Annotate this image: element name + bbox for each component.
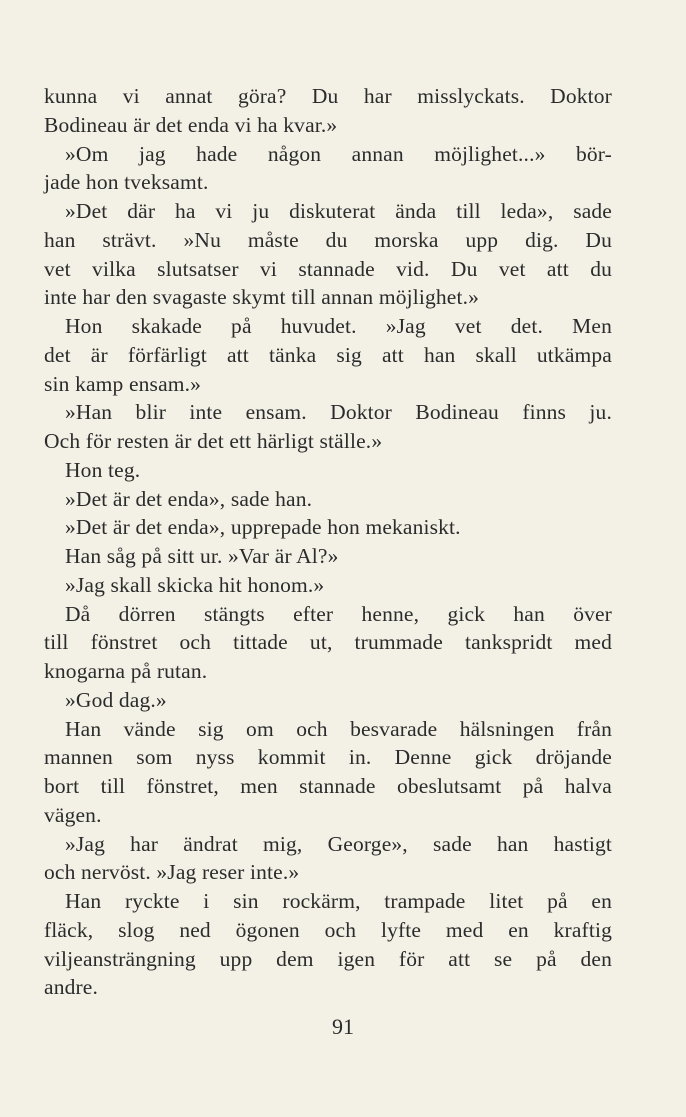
text-line: Han vände sig om och besvarade hälsningen från (65, 716, 612, 741)
text-line: »Det är det enda», sade han. (65, 486, 313, 511)
text-line: Då dörren stängts efter henne, gick han över (65, 601, 612, 626)
text-line: »Jag skall skicka hit honom.» (65, 572, 325, 597)
text-line: viljeansträngning upp dem igen för att se på den (44, 946, 612, 971)
text-line: kunna vi annat göra? Du har misslyckats. Doktor (44, 84, 612, 108)
text-line: inte har den svagaste skymt till annan möjlighet.» (44, 285, 480, 310)
text-line: han strävt. »Nu måste du morska upp dig. Du (44, 227, 612, 252)
page-number: 91 (332, 1014, 354, 1039)
text-line: Och för resten är det ett härligt ställe.» (44, 429, 383, 453)
text-line: »Det är det enda», upprepade hon mekaniskt. (65, 515, 461, 540)
text-line: Han såg på sitt ur. »Var är Al?» (65, 544, 339, 568)
text-line: bort till fönstret, men stannade obeslutsamt på halva (44, 774, 612, 798)
text-line: »Han blir inte ensam. Doktor Bodineau finns ju. (65, 400, 612, 425)
text-line: »Det där ha vi ju diskuterat ända till leda», sade (65, 199, 612, 223)
text-line: och nervöst. »Jag reser inte.» (44, 860, 300, 885)
text-line: Bodineau är det enda vi ha kvar.» (44, 112, 338, 137)
text-line: knogarna på rutan. (44, 659, 208, 683)
text-line: fläck, slog ned ögonen och lyfte med en kraftig (44, 917, 612, 942)
text-line: Hon skakade på huvudet. »Jag vet det. Men (65, 314, 612, 338)
text-line: sin kamp ensam.» (44, 371, 202, 396)
text-line: andre. (44, 975, 99, 1000)
body-text (44, 82, 612, 1002)
text-line: vet vilka slutsatser vi stannade vid. Du vet att du (44, 256, 612, 281)
text-line: Hon teg. (65, 457, 141, 482)
text-line: till fönstret och tittade ut, trummade tankspridt med (44, 630, 612, 655)
text-line: »God dag.» (65, 687, 167, 712)
text-line: »Jag har ändrat mig, George», sade han hastigt (65, 831, 612, 856)
text-line: »Om jag hade någon annan möjlighet...» bör- (65, 141, 612, 166)
text-line: vägen. (44, 802, 102, 827)
text-line: Han ryckte i sin rockärm, trampade litet på en (65, 889, 612, 913)
text-line: det är förfärligt att tänka sig att han skall utkämpa (44, 342, 612, 367)
text-line: jade hon tveksamt. (44, 170, 209, 195)
text-line: mannen som nyss kommit in. Denne gick dröjande (44, 745, 612, 770)
